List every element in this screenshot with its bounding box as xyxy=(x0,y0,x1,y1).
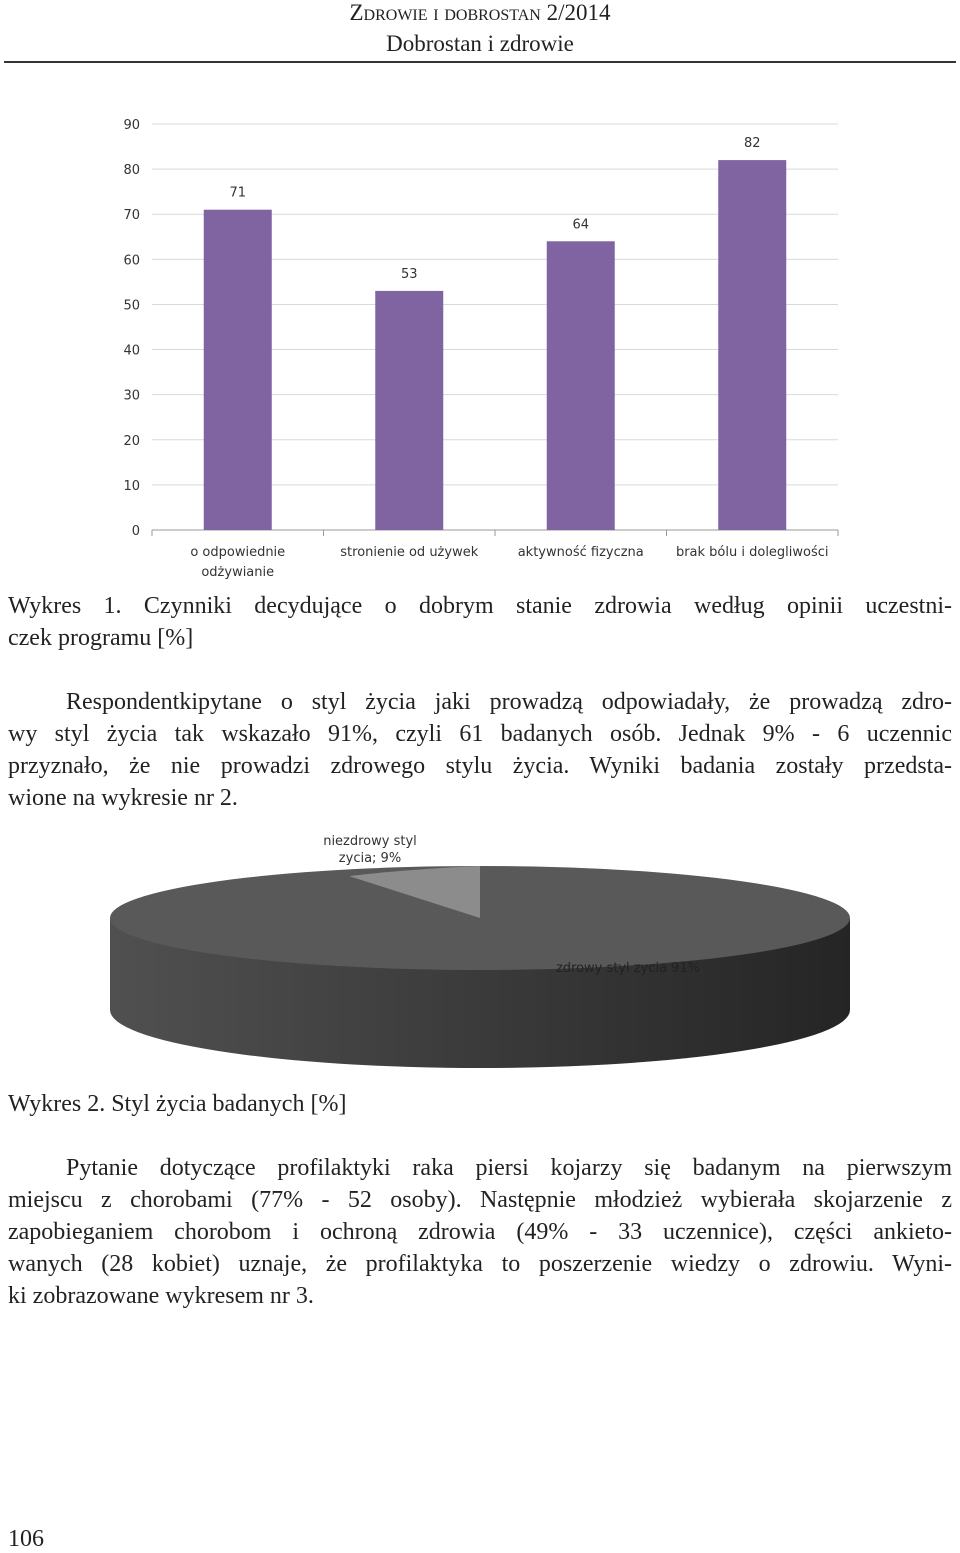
y-tick-label: 70 xyxy=(123,208,140,224)
y-tick-label: 90 xyxy=(123,118,140,133)
paragraph-2-line: ki zobrazowane wykresem nr 3. xyxy=(8,1283,314,1309)
pie-label-unhealthy: zycia; 9% xyxy=(338,851,402,866)
y-tick-label: 30 xyxy=(123,388,140,404)
bar-data-label: 53 xyxy=(400,266,418,282)
y-tick-label: 0 xyxy=(131,524,140,539)
paragraph-1-line: przyznało, że nie prowadzi zdrowego stylu życia. Wyniki badania zostały przedsta- xyxy=(8,753,952,779)
bar-chart xyxy=(0,100,960,590)
y-tick-label: 60 xyxy=(123,253,140,269)
bar xyxy=(547,241,615,530)
pie-label-unhealthy: niezdrowy styl xyxy=(323,834,417,849)
x-category-label: brak bólu i dolegliwości xyxy=(675,545,829,560)
journal-title: Zdrowie i dobrostan 2/2014 xyxy=(349,0,611,25)
paragraph-2-line: miejscu z chorobami (77% - 52 osoby). Następnie młodzież wybierała skojarzenie z xyxy=(8,1187,952,1213)
bar xyxy=(375,291,443,530)
caption-1-line: czek programu [%] xyxy=(8,625,194,651)
bar xyxy=(718,160,786,530)
y-tick-label: 40 xyxy=(123,343,140,359)
pie-chart xyxy=(0,820,960,1085)
paragraph-2-line: wanych (28 kobiet) uznaje, że profilaktyka to poszerzenie wiedzy o zdrowiu. Wyni- xyxy=(8,1251,952,1277)
y-tick-label: 20 xyxy=(123,433,140,449)
y-tick-label: 80 xyxy=(123,163,140,179)
caption-2: Wykres 2. Styl życia badanych [%] xyxy=(8,1091,347,1117)
bar-data-label: 64 xyxy=(572,217,590,233)
y-tick-label: 50 xyxy=(123,298,140,314)
section-title: Dobrostan i zdrowie xyxy=(386,31,574,56)
paragraph-1-line: wy styl życia tak wskazało 91%, czyli 61 badanych osób. Jednak 9% - 6 uczennic xyxy=(8,721,952,747)
pie-label-healthy: zdrowy styl zycia 91% xyxy=(555,961,701,976)
x-category-label: aktywność fizyczna xyxy=(517,545,644,560)
x-category-label: o odpowiednie xyxy=(190,545,286,560)
bar-data-label: 82 xyxy=(743,136,761,152)
y-tick-label: 10 xyxy=(123,478,140,494)
paragraph-1-line: Respondentkipytane o styl życia jaki prowadzą odpowiadały, że prowadzą zdro- xyxy=(66,689,952,715)
x-category-label: stronienie od używek xyxy=(340,545,479,560)
caption-1-line: Wykres 1. Czynniki decydujące o dobrym stanie zdrowia według opinii uczestni- xyxy=(8,593,952,619)
header-rule xyxy=(4,61,956,63)
page-number: 106 xyxy=(8,1526,44,1552)
bar xyxy=(204,210,272,530)
paragraph-2-line: zapobieganiem chorobom i ochroną zdrowia (49% - 33 uczennice), części ankieto- xyxy=(8,1219,952,1245)
bar-data-label: 71 xyxy=(229,185,247,201)
paragraph-1-line: wione na wykresie nr 2. xyxy=(8,785,238,811)
x-category-label: odżywianie xyxy=(201,565,275,580)
paragraph-2-line: Pytanie dotyczące profilaktyki raka piersi kojarzy się badanym na pierwszym xyxy=(66,1155,952,1181)
